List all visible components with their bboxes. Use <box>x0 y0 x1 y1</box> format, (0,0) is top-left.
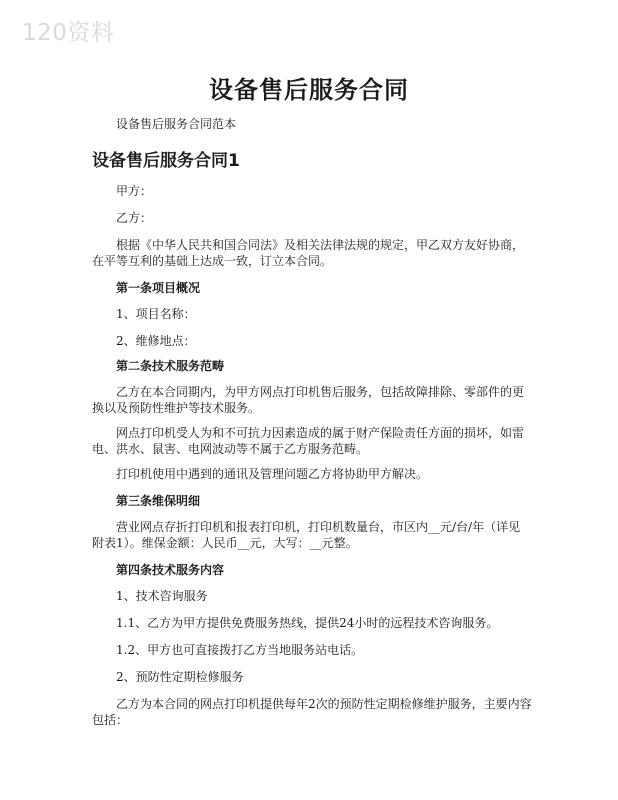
document-body <box>92 116 532 728</box>
party-b-label: 乙方： <box>116 211 153 225</box>
document-subtitle: 设备售后服务合同范本 <box>116 117 237 131</box>
watermark-logo: 120资料 <box>22 20 115 46</box>
document-title: 设备售后服务合同 <box>209 76 409 104</box>
article-2-paragraph: 打印机使用中遇到的通讯及管理问题乙方将协助甲方解决。 <box>116 467 429 481</box>
article-4-item: 1.2、甲方也可直接拨打乙方当地服务站电话。 <box>116 643 364 657</box>
party-a-label: 甲方： <box>116 184 153 198</box>
article-4-item: 1.1、乙方为甲方提供免费服务热线，提供24小时的远程技术咨询服务。 <box>116 616 499 630</box>
article-3-paragraph: 营业网点存折打印机和报表打印机，打印机数量台，市区内__元/台/年（详见附表1）。维保金额：人民币__元，大写：__元整。 <box>92 520 521 550</box>
article-2-paragraph: 乙方在本合同期内，为甲方网点打印机售后服务，包括故障排除、零部件的更换以及预防性维护等技术服务。 <box>92 385 525 415</box>
article-2-paragraph: 网点打印机受人为和不可抗力因素造成的属于财产保险责任方面的损坏，如雷电、洪水、鼠害、电网波动等不属于乙方服务范畴。 <box>92 426 525 456</box>
article-4-item: 2、预防性定期检修服务 <box>116 670 244 684</box>
article-4-heading: 第四条技术服务内容 <box>116 563 225 577</box>
article-1-item: 2、维修地点： <box>116 334 196 348</box>
preamble-paragraph: 根据《中华人民共和国合同法》及相关法律法规的规定，甲乙双方友好协商，在平等互利的基础上达成一致，订立本合同。 <box>92 238 525 268</box>
contract-heading: 设备售后服务合同1 <box>92 151 240 171</box>
article-3-heading: 第三条维保明细 <box>116 494 201 508</box>
article-1-item: 1、项目名称： <box>116 307 196 321</box>
article-1-heading: 第一条项目概况 <box>116 281 201 295</box>
article-4-paragraph: 乙方为本合同的网点打印机提供每年2次的预防性定期检修维护服务，主要内容包括： <box>92 697 532 727</box>
article-4-item: 1、技术咨询服务 <box>116 589 208 603</box>
article-2-heading: 第二条技术服务范畴 <box>116 359 225 373</box>
